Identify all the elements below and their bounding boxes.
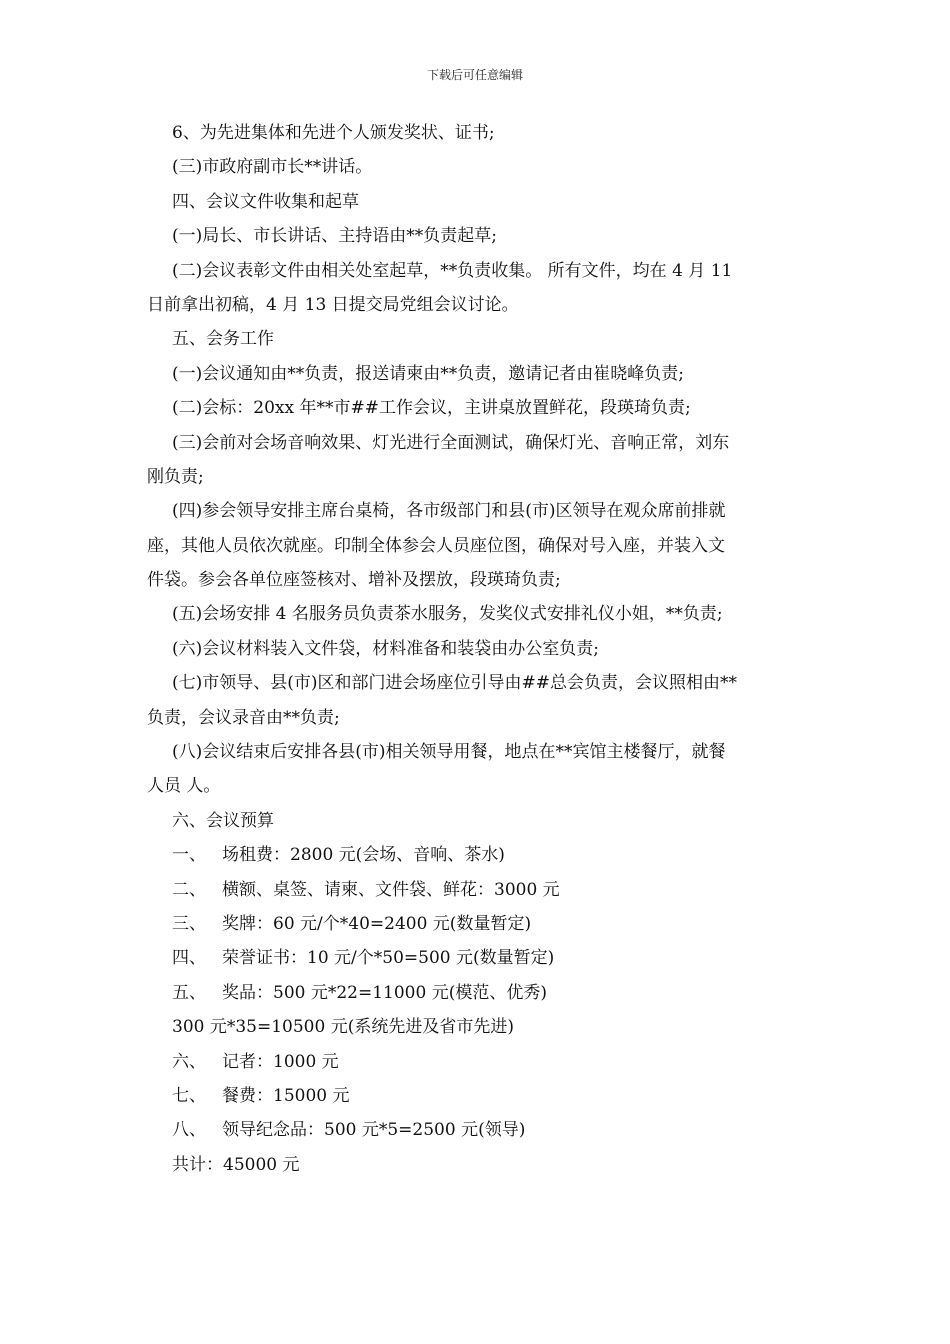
budget-item — [147, 983, 807, 1017]
document-body — [147, 123, 807, 1189]
budget-item-number: 三、 — [172, 913, 206, 934]
text-line: 座，其他人员依次就座。印制全体参会人员座位图，确保对号入座，并装入文 — [147, 535, 725, 556]
section-heading: 六、会议预算 — [172, 810, 274, 831]
budget-item — [147, 914, 807, 948]
text-line: (三)会前对会场音响效果、灯光进行全面测试，确保灯光、音响正常，刘东 — [172, 432, 730, 453]
budget-list — [147, 845, 807, 1189]
budget-item — [147, 1052, 807, 1086]
budget-item-text: 记者：1000 元 — [222, 1051, 339, 1072]
budget-item-number: 八、 — [172, 1120, 206, 1141]
budget-item — [147, 845, 807, 879]
budget-item — [147, 880, 807, 914]
text-line: (一)局长、市长讲话、主持语由**负责起草; — [172, 226, 497, 247]
text-line: (三)市政府副市长**讲话。 — [172, 157, 373, 178]
budget-item — [147, 948, 807, 982]
budget-item-text: 奖品：500 元*22=11000 元(模范、优秀) — [222, 982, 547, 1003]
budget-item-text: 荣誉证书：10 元/个*50=500 元(数量暂定) — [222, 948, 555, 969]
text-line: (二)会标：20xx 年**市##工作会议，主讲桌放置鲜花，段瑛琦负责; — [172, 398, 691, 419]
budget-item — [147, 1120, 807, 1154]
budget-item-number: 四、 — [172, 948, 206, 969]
budget-item-text: 横额、桌签、请柬、文件袋、鲜花：3000 元 — [222, 879, 560, 900]
budget-item-text: 领导纪念品：500 元*5=2500 元(领导) — [222, 1120, 526, 1141]
text-line: (六)会议材料装入文件袋，材料准备和装袋由办公室负责; — [172, 638, 599, 659]
text-line: (一)会议通知由**负责，报送请柬由**负责，邀请记者由崔晓峰负责; — [172, 363, 684, 384]
text-line: 人员 人。 — [147, 776, 221, 797]
budget-item-number: 五、 — [172, 982, 206, 1003]
budget-item-number: 六、 — [172, 1051, 206, 1072]
budget-item-number: 七、 — [172, 1085, 206, 1106]
budget-item-text: 奖牌：60 元/个*40=2400 元(数量暂定) — [222, 913, 532, 934]
budget-item-text: 餐费：15000 元 — [222, 1085, 350, 1106]
text-line: 日前拿出初稿，4 月 13 日提交局党组会议讨论。 — [147, 294, 519, 315]
budget-item-continued: 300 元*35=10500 元(系统先进及省市先进) — [172, 1017, 514, 1038]
text-line: 负责，会议录音由**负责; — [147, 707, 340, 728]
text-line: (四)参会领导安排主席台桌椅，各市级部门和县(市)区领导在观众席前排就 — [172, 501, 726, 522]
text-line: (七)市领导、县(市)区和部门进会场座位引导由##总会负责，会议照相由** — [172, 673, 738, 694]
text-line: 刚负责; — [147, 466, 204, 487]
budget-total: 共计：45000 元 — [172, 1154, 300, 1175]
budget-item — [147, 1086, 807, 1120]
text-line: (八)会议结束后安排各县(市)相关领导用餐，地点在**宾馆主楼餐厅，就餐 — [172, 742, 726, 763]
section-heading: 四、会议文件收集和起草 — [172, 191, 359, 212]
budget-item-number: 一、 — [172, 845, 206, 866]
text-line: (五)会场安排 4 名服务员负责茶水服务，发奖仪式安排礼仪小姐，**负责; — [172, 604, 723, 625]
text-line: (二)会议表彰文件由相关处室起草，**负责收集。 所有文件，均在 4 月 11 — [172, 260, 733, 281]
text-line: 6、为先进集体和先进个人颁发奖状、证书; — [172, 123, 495, 143]
budget-item-number: 二、 — [172, 879, 206, 900]
text-line: 件袋。参会各单位座签核对、增补及摆放，段瑛琦负责; — [147, 570, 561, 591]
budget-item-text: 场租费：2800 元(会场、音响、茶水) — [222, 845, 505, 866]
page-header: 下载后可任意编辑 — [426, 68, 523, 82]
section-heading: 五、会务工作 — [172, 329, 274, 350]
